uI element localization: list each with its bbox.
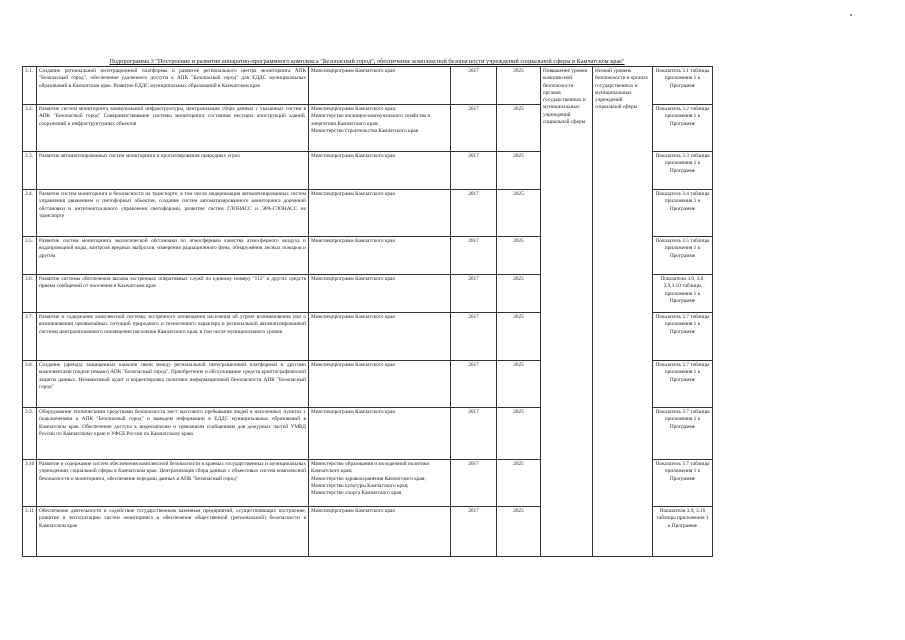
end-year: 2025 [497, 313, 541, 361]
executor-name: Минспецпрограмм Камчатского края [311, 238, 395, 244]
end-year: 2025 [497, 507, 541, 557]
measure-text: Создание региональной интеграционной платформы и развитие регионального центра мониторинга АПК "Безопасный город", обеспечение удаленного доступа к АПК "Безопасный город" для ЕДДС муниципальных образований в Камчатском крае. Развитие ЕДДС муниципальных образований в Камчатском крае [37, 67, 309, 105]
table-row [23, 67, 713, 105]
executor-name: Министерство образования и молодежной политики Камчатского края; [311, 461, 430, 475]
indicator-reference: Показатели 3.6, 3.8, 3.9,3.10 таблицы приложения 1 к Программе [653, 275, 713, 313]
executors-cell [309, 237, 451, 275]
expected-result: Повышение уровня комплексной безопасности органов государственных и муниципальных учреждений социальной сферы [541, 67, 593, 557]
indicator-reference: Показатель 3.5 таблицы приложения 1 к Программе [653, 237, 713, 275]
executor-name: Минспецпрограмм Камчатского края [311, 191, 395, 197]
end-year: 2025 [497, 361, 541, 408]
measure-text: Развитие систем мониторинга экологической обстановки по атмосферным качества атмосферного воздуха и водопроводной воды, контроля вредных выбросов, измерения радиационного фона, обнаружения лесных пожаров и другим [37, 237, 309, 275]
executors-cell [309, 313, 451, 361]
measure-text: Развитие систем мониторинга коммунальной инфраструктуры, централизация сбора данных с указанных систем в АПК "Безопасный город" Совершенствование системы мониторинга состояния несущих конструкций зданий, сооружений и инфраструктурных объектов [37, 105, 309, 152]
end-year: 2025 [497, 237, 541, 275]
row-number: 3.8. [23, 361, 37, 408]
end-year: 2025 [497, 275, 541, 313]
measure-text: Развитие и содержание систем обеспечения комплексной безопасности в краевых государственных и муниципальных учреждениях социальной сферы в Камчатском крае. Централизация сбора данных с объектовых систем комплексной безопасности и мониторинга, обеспечение передачи данных в АПК "Безопасный город" [37, 460, 309, 507]
executors-cell [309, 152, 451, 190]
start-year: 2017 [451, 361, 497, 408]
measure-text: Развитие систем мониторинга и безопасности на транспорте, в том числе модернизация автоматизированных систем управления движением и светофорных объектов, создание систем автоматизированного мониторинга дорожной обстановки и интеллектуального управления светофорами, развитие систем ГЛОНАСС и ЭРА-ГЛОНАСС на транспорте [37, 190, 309, 237]
indicator-reference: Показатель 3.3 таблицы приложения 1 к Программе [653, 152, 713, 190]
measures-table [22, 66, 713, 557]
start-year: 2017 [451, 460, 497, 507]
row-number: 3.6. [23, 275, 37, 313]
measure-text: Развитие системы обеспечения вызова экстренных оперативных служб по единому номеру "112" и других средств приема сообщений от населения в Камчатском крае [37, 275, 309, 313]
measure-text: Создание (аренда) защищенных каналов связи между региональной интеграционной платформой и другими компонентами (подсистемами) АПК "Безопасный город". Приобретение и обслуживание средств криптографической защиты данных. Независимый аудит и корректировка политики информационной безопасности АПК "Безопасный город" [37, 361, 309, 408]
indicator-reference: Показатель 3.2 таблицы приложения 1 к Программе [653, 105, 713, 152]
subprogram-title: Подпрограмма 3 "Построение и развитие аппаратно-программного комплекса "Безопасный город", обеспечение комплексной безопасности учреждений социальной сферы в Камчатском крае" [109, 58, 625, 65]
executors-cell [309, 361, 451, 408]
executor-name: Минспецпрограмм Камчатского края [311, 362, 395, 368]
executor-name: Минспецпрограмм Камчатского края [311, 314, 395, 320]
executor-name: Минспецпрограмм Камчатского края [311, 409, 395, 415]
non-implementation-consequence: Низкий уровень безопасности в органах государственных и муниципальных учреждений социальной сферы [593, 67, 653, 557]
indicator-reference: Показатели 3.9, 3.10 таблицы приложения 1 к Программе [653, 507, 713, 557]
executors-cell [309, 408, 451, 460]
indicator-reference: Показатель 3.1 таблицы приложения 1 к Программе [653, 67, 713, 105]
start-year: 2017 [451, 105, 497, 152]
executor-name: Минспецпрограмм Камчатского края [311, 276, 395, 282]
executors-cell [309, 507, 451, 557]
indicator-reference: Показатель 3.7 таблицы приложения 1 к Программе [653, 361, 713, 408]
row-number: 3.4. [23, 190, 37, 237]
measure-text: Обеспечение деятельности и содействие государственным казенным предприятий, осуществляющих построение, развитие и эксплуатацию систем мониторинга и обеспечения общественной (региональной) безопасности в Камчатском крае [37, 507, 309, 557]
start-year: 2017 [451, 507, 497, 557]
executors-cell [309, 190, 451, 237]
row-number: 3.9. [23, 408, 37, 460]
executor-name: Министерство здравоохранения Камчатского края; [311, 475, 426, 482]
start-year: 2017 [451, 152, 497, 190]
start-year: 2017 [451, 237, 497, 275]
row-number: 3.5. [23, 237, 37, 275]
executor-name: Минспецпрограмм Камчатского края [311, 508, 395, 514]
row-number: 3.7. [23, 313, 37, 361]
indicator-reference: Показатель 3.7 таблицы приложения 1 к Программе [653, 408, 713, 460]
indicator-reference: Показатель 3.4 таблицы приложения 1 к Программе [653, 190, 713, 237]
row-number: 3.1. [23, 67, 37, 105]
executor-name: Минспецпрограмм Камчатского края; [311, 106, 397, 112]
executor-name: Минспецпрограмм Камчатского края [311, 153, 395, 159]
start-year: 2017 [451, 275, 497, 313]
measure-text: Развитие и содержание комплексной системы экстренного оповещения населения об угрозе возникновения или о возникновении чрезвычайных ситуаций природного и техногенного характера и региональной автоматизированной системы централизованного оповещения населения Камчатского края, в том числе муниципального уровня [37, 313, 309, 361]
scan-speck [850, 14, 852, 16]
executor-name: Министерство жилищно-коммунального хозяйства и энергетики Камчатского края; [311, 113, 431, 127]
executor-name: Минспецпрограмм Камчатского края [311, 68, 395, 74]
executors-cell [309, 275, 451, 313]
indicator-reference: Показатель 3.7 таблицы приложения 1 к Программе [653, 460, 713, 507]
end-year: 2025 [497, 190, 541, 237]
end-year: 2025 [497, 408, 541, 460]
row-number: 3.3. [23, 152, 37, 190]
executors-cell [309, 67, 451, 105]
indicator-reference: Показатель 3.7 таблицы приложения 1 к Программе [653, 313, 713, 361]
executors-cell [309, 105, 451, 152]
executor-name: Министерство строительства Камчатского края [311, 127, 419, 134]
start-year: 2017 [451, 408, 497, 460]
start-year: 2017 [451, 67, 497, 105]
start-year: 2017 [451, 190, 497, 237]
measure-text: Оборудование техническими средствами безопасности мест массового пребывания людей в населенных пунктах с подключением к АПК "Безопасный город" и выводом информации в ЕДДС муниципальных образований в Камчатском крае. Обеспечение доступа к видеозаписям и тревожным сообщениям для дежурных частей УМВД России по Камчатскому краю и УФСБ России по Камчатскому краю [37, 408, 309, 460]
executors-cell [309, 460, 451, 507]
end-year: 2025 [497, 105, 541, 152]
end-year: 2025 [497, 460, 541, 507]
end-year: 2025 [497, 152, 541, 190]
row-number: 3.2. [23, 105, 37, 152]
measure-text: Развитие автоматизированных систем мониторинга и прогнозирования природных угроз [37, 152, 309, 190]
executor-name: Министерство культуры Камчатского края; [311, 482, 409, 489]
row-number: 3.10 [23, 460, 37, 507]
executor-name: Министерство спорта Камчатского края [311, 490, 402, 497]
start-year: 2017 [451, 313, 497, 361]
row-number: 3.11 [23, 507, 37, 557]
end-year: 2025 [497, 67, 541, 105]
